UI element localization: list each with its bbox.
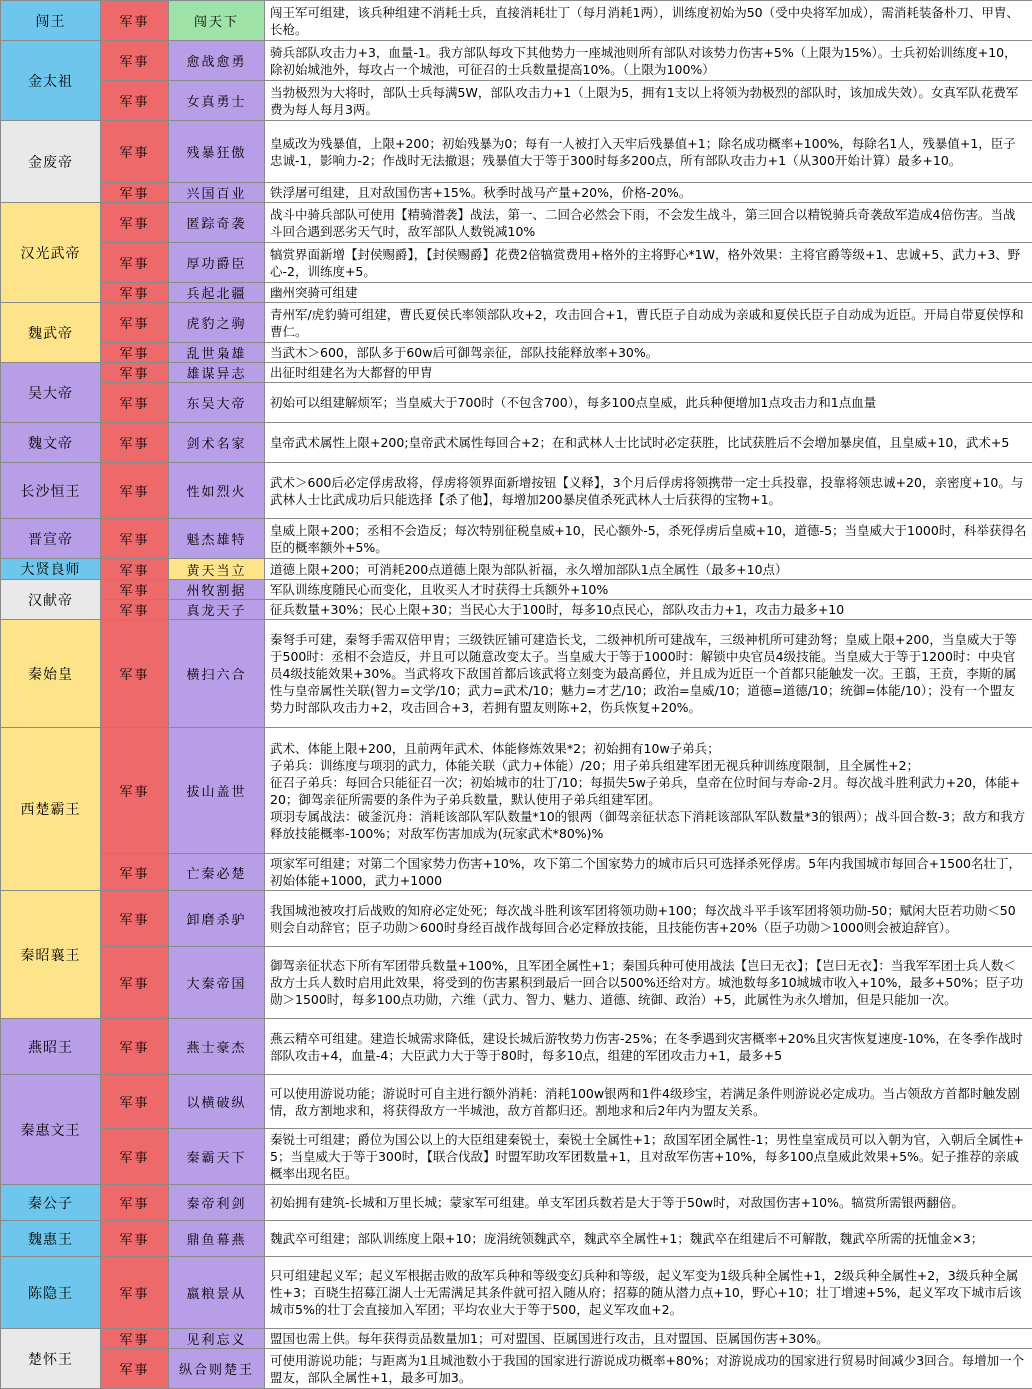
skill-description-cell: 闯王军可组建，该兵种组建不消耗士兵，直接消耗壮丁（每月消耗1两），训练度初始为50（受中央将军加成），需消耗装备朴刀、甲胄、长枪。 [265,1,1032,41]
category-cell: 军事 [101,423,169,463]
table-row [1,1019,1032,1075]
emperor-name-cell: 秦公子 [1,1185,101,1221]
table-row [1,1,1032,41]
category-cell: 军事 [101,620,169,728]
skill-description-cell: 武术＞600后必定俘虏敌将，俘虏将领界面新增按钮【义释】，3个月后俘虏将领携带一定士兵投靠，投靠将领忠诚+20，亲密度+10。与武林人士比武成功后只能选择【杀了他】，每增加200暴戾值杀死武林人士后获得的宝物+1。 [265,463,1032,519]
table-row [1,891,1032,947]
skill-name-cell: 州牧割据 [169,580,265,600]
table-row [1,1257,1032,1329]
skill-description-cell: 项家军可组建；对第二个国家势力伤害+10%，攻下第二个国家势力的城市后只可选择杀死俘虏。5年内我国城市每回合+1500名壮丁，初始体能+1000，武力+1000 [265,854,1032,891]
table-row [1,343,1032,363]
skill-description-cell: 骑兵部队攻击力+3，血量-1。我方部队每攻下其他势力一座城池则所有部队对该势力伤害+5%（上限为15%）。士兵初始训练度+10，除初始城池外，每攻占一个城池，可征召的士兵数量提高10%。（上限为100%） [265,41,1032,81]
table-row [1,363,1032,383]
table-body [1,1,1032,1389]
skill-name-cell: 大秦帝国 [169,947,265,1019]
category-cell: 军事 [101,243,169,283]
category-cell: 军事 [101,343,169,363]
emperor-name-cell: 汉献帝 [1,580,101,620]
table-row [1,1129,1032,1185]
table-row [1,183,1032,203]
skill-name-cell: 雄谋异志 [169,363,265,383]
emperor-name-cell: 金废帝 [1,121,101,203]
category-cell: 军事 [101,1,169,41]
category-cell: 军事 [101,1329,169,1349]
category-cell: 军事 [101,854,169,891]
category-cell: 军事 [101,559,169,580]
skill-name-cell: 厚功爵臣 [169,243,265,283]
skill-name-cell: 匿踪奇袭 [169,203,265,243]
category-cell: 军事 [101,283,169,303]
category-cell: 军事 [101,463,169,519]
skill-name-cell: 愈战愈勇 [169,41,265,81]
skill-name-cell: 燕士豪杰 [169,1019,265,1075]
skill-description-cell: 战斗中骑兵部队可使用【精骑潜袭】战法，第一、二回合必然会下雨，不会发生战斗，第三回合以精锐骑兵奇袭敌军造成4倍伤害。当战斗回合遇到恶劣天气时，敌军部队人数锐减10% [265,203,1032,243]
skill-description-cell: 铁浮屠可组建，且对敌国伤害+15%。秋季时战马产量+20%，价格-20%。 [265,183,1032,203]
table-row [1,1075,1032,1129]
table-row [1,1349,1032,1389]
table-row [1,1185,1032,1221]
table-row [1,41,1032,81]
table-row [1,423,1032,463]
category-cell: 军事 [101,1019,169,1075]
skill-description-cell: 初始可以组建解烦军；当皇威大于700时（不包含700），每多100点皇威，此兵种便增加1点攻击力和1点血量 [265,383,1032,423]
skill-description-cell: 军队训练度随民心而变化，且收买人才时获得士兵额外+10% [265,580,1032,600]
skill-description-cell: 御驾亲征状态下所有军团带兵数量+100%，且军团全属性+1；秦国兵种可使用战法【岂曰无衣】；【岂曰无衣】：当我军军团士兵人数＜敌方士兵人数时启用此效果，将受到的伤害累积到最后一回合以500%还给对方。城池数每多10城城市收入+10%，最多+50%；臣子功勋＞1500时，每多100点功勋，六维（武力、智力、魅力、道德、统御、政治）+5，此属性为永久增加，但是只能加一次。 [265,947,1032,1019]
skill-description-cell: 初始拥有建筑-长城和万里长城；蒙家军可组建。单支军团兵数若是大于等于50w时，对敌国伤害+10%。犒赏所需银两翻倍。 [265,1185,1032,1221]
table-row [1,559,1032,580]
category-cell: 军事 [101,891,169,947]
emperor-name-cell: 燕昭王 [1,1019,101,1075]
skill-name-cell: 东吴大帝 [169,383,265,423]
skill-description-cell: 魏武卒可组建；部队训练度上限+10；庞涓统领魏武卒，魏武卒全属性+1；魏武卒在组建后不可解散，魏武卒所需的抚恤金×3； [265,1221,1032,1257]
skill-name-cell: 以横破纵 [169,1075,265,1129]
table-row [1,81,1032,121]
category-cell: 军事 [101,1075,169,1129]
skill-description-cell: 我国城池被攻打后战败的知府必定处死；每次战斗胜利该军团将领功勋+100；每次战斗平手该军团将领功勋-50；赋闲大臣若功勋＜50则会自动辞官；臣子功勋＞600时身经百战作战每回合必定释放技能，且技能伤害+20%（臣子功勋＞1000则会被迫辞官）。 [265,891,1032,947]
category-cell: 军事 [101,1349,169,1389]
table-row [1,243,1032,283]
table-row [1,283,1032,303]
category-cell: 军事 [101,41,169,81]
category-cell: 军事 [101,203,169,243]
skill-name-cell: 女真勇士 [169,81,265,121]
table-row [1,600,1032,620]
emperor-name-cell: 魏武帝 [1,303,101,363]
table-row [1,1221,1032,1257]
emperor-name-cell: 魏惠王 [1,1221,101,1257]
skill-name-cell: 兴国百业 [169,183,265,203]
emperor-name-cell: 晋宣帝 [1,519,101,559]
table-row [1,463,1032,519]
skill-description-cell: 道德上限+200；可消耗200点道德上限为部队祈福，永久增加部队1点全属性（最多+10点） [265,559,1032,580]
skill-description-cell: 武术、体能上限+200，且前两年武术、体能修炼效果*2；初始拥有10w子弟兵； 子弟兵：训练度与项羽的武力，体能关联（武力+体能）/20；用子弟兵组建军团无视兵种训练度限制，且全属性+2； 征召子弟兵：每回合只能征召一次；初始城市的壮丁/10；每损失5w子弟兵，皇帝在位时间与寿命-2月。每次战斗胜利武力+20，体能+20；御驾亲征所需要的条件为子弟兵数量，默认使用子弟兵组建军团。 项羽专属战法：破釜沉舟：消耗该部队军队数量*10的银两（御驾亲征状态下消耗该部队军队数量*3的银两）；战斗回合数-3；敌方和我方释放技能概率-100%；对敌军伤害加成为(玩家武术*80%)% [265,728,1032,854]
skill-description-cell: 秦锐士可组建；爵位为国公以上的大臣组建秦锐士，秦锐士全属性+1；敌国军团全属性-1；男性皇室成员可以入朝为官，入朝后全属性+5；当皇威大于等于300时，【联合伐敌】时盟军助攻军团数量+1，且对敌军伤害+10%，每多100点皇威此效果+5%。妃子推荐的亲戚概率出现名臣。 [265,1129,1032,1185]
category-cell: 军事 [101,1185,169,1221]
emperor-name-cell: 楚怀王 [1,1329,101,1389]
skill-name-cell: 乱世枭雄 [169,343,265,363]
table-row [1,728,1032,854]
skill-name-cell: 拔山盖世 [169,728,265,854]
skill-name-cell: 真龙天子 [169,600,265,620]
emperor-name-cell: 吴大帝 [1,363,101,423]
skill-description-cell: 盟国也需上供。每年获得贡品数量加1；可对盟国、臣属国进行攻击，且对盟国、臣属国伤害+30%。 [265,1329,1032,1349]
skill-name-cell: 虎豹之驹 [169,303,265,343]
skill-description-cell: 秦弩手可建，秦弩手需双倍甲胄；三级铁匠铺可建造长戈，二级神机所可建战车，三级神机所可建劲弩；皇威上限+200，当皇威大于等于500时：丞相不会造反，并且可以随意改变太子。当皇威大于等于1000时：解锁中央官员4级技能。当皇威大于等于1200时：中央官员4级技能效果+30%。当武将攻下敌国首都后该武将立刻变为最高爵位，并且成为近臣一个首都只能触发一次。王翦，王贲，李斯的属性与皇帝属性关联(智力=文学/10；武力=武术/10；魅力=才艺/10；政治=皇威/10；道德=道德/10；统御=体能/10）；没有一个盟友势力时部队攻击力+2，攻击回合+3，若拥有盟友则陈+2，伤兵恢复+20%。 [265,620,1032,728]
category-cell: 军事 [101,1221,169,1257]
emperor-name-cell: 秦惠文王 [1,1075,101,1185]
table-row [1,854,1032,891]
table-row [1,519,1032,559]
category-cell: 军事 [101,1257,169,1329]
skill-description-cell: 可使用游说功能；与距离为1且城池数小于我国的国家进行游说成功概率+80%；对游说成功的国家进行贸易时间减少3回合。每增加一个盟友，部队全属性+1，最多可加3。 [265,1349,1032,1389]
skill-description-cell: 当武木＞600，部队多于60w后可御驾亲征，部队技能释放率+30%。 [265,343,1032,363]
skill-description-cell: 皇帝武术属性上限+200;皇帝武术属性每回合+2；在和武林人士比试时必定获胜，比试获胜后不会增加暴戾值，且皇威+10，武术+5 [265,423,1032,463]
category-cell: 军事 [101,1129,169,1185]
skill-description-cell: 皇威改为残暴值，上限+200；初始残暴为0；每有一人被打入天牢后残暴值+1；除名成功概率+100%，每除名1人，残暴值+1，臣子忠诚-1，影响力-2；作战时无法撤退；残暴值大于等于300时每多200点，所有部队攻击力+1（从300开始计算）最多+10。 [265,121,1032,183]
skill-name-cell: 见利忘义 [169,1329,265,1349]
skill-name-cell: 亡秦必楚 [169,854,265,891]
skill-name-cell: 鼎鱼幕燕 [169,1221,265,1257]
skill-description-cell: 当勃极烈为大将时，部队士兵每满5W，部队攻击力+1（上限为5，拥有1支以上将领为勃极烈的部队时，该加成失效）。女真军队花费军费为每人每月3两。 [265,81,1032,121]
emperor-name-cell: 魏文帝 [1,423,101,463]
skill-description-cell: 出征时组建名为大都督的甲胄 [265,363,1032,383]
category-cell: 军事 [101,728,169,854]
table-row [1,620,1032,728]
skill-name-cell: 纵合则楚王 [169,1349,265,1389]
skill-name-cell: 秦霸天下 [169,1129,265,1185]
skill-name-cell: 嬴粮景从 [169,1257,265,1329]
skill-name-cell: 兵起北疆 [169,283,265,303]
category-cell: 军事 [101,121,169,183]
category-cell: 军事 [101,81,169,121]
skill-description-cell: 犒赏界面新增【封侯赐爵】，【封侯赐爵】花费2倍犒赏费用+格外的主将野心*1W，格外效果：主将官爵等级+1、忠诚+5、武力+3、野心-2，训练度+5。 [265,243,1032,283]
category-cell: 军事 [101,363,169,383]
skill-name-cell: 黄天当立 [169,559,265,580]
emperor-name-cell: 长沙恒王 [1,463,101,519]
emperor-name-cell: 汉光武帝 [1,203,101,303]
emperor-name-cell: 大贤良师 [1,559,101,580]
table-row [1,121,1032,183]
category-cell: 军事 [101,580,169,600]
skill-description-cell: 燕云精卒可组建。建造长城需求降低，建设长城后游牧势力伤害-25%；在冬季遇到灾害概率+20%且灾害恢复速度-10%，在冬季作战时部队攻击+4，血量-4；大臣武力大于等于80时，每多10点，组建的军团攻击力+1，最多+5 [265,1019,1032,1075]
skill-name-cell: 性如烈火 [169,463,265,519]
emperor-name-cell: 秦始皇 [1,620,101,728]
skill-description-cell: 幽州突骑可组建 [265,283,1032,303]
skill-description-cell: 可以使用游说功能；游说时可自主进行额外消耗：消耗100w银两和1件4级珍宝，若满足条件则游说必定成功。当占领敌方首都时触发剧情，敌方割地求和，将获得敌方一半城池，敌方首都归还。割地求和后2年内为盟友关系。 [265,1075,1032,1129]
skill-name-cell: 秦帝利剑 [169,1185,265,1221]
category-cell: 军事 [101,383,169,423]
skill-description-cell: 青州军/虎豹骑可组建，曹氏夏侯氏率领部队攻+2，攻击回合+1，曹氏臣子自动成为亲戚和夏侯氏臣子自动成为近臣。开局自带夏侯惇和曹仁。 [265,303,1032,343]
table-row [1,1329,1032,1349]
emperor-name-cell: 陈隐王 [1,1257,101,1329]
skill-name-cell: 横扫六合 [169,620,265,728]
table-row [1,383,1032,423]
emperor-name-cell: 闯王 [1,1,101,41]
table-row [1,947,1032,1019]
category-cell: 军事 [101,303,169,343]
table-row [1,203,1032,243]
category-cell: 军事 [101,600,169,620]
skill-name-cell: 剑术名家 [169,423,265,463]
category-cell: 军事 [101,947,169,1019]
table-row [1,580,1032,600]
table-row [1,303,1032,343]
skill-name-cell: 闯天下 [169,1,265,41]
emperor-name-cell: 秦昭襄王 [1,891,101,1019]
skill-name-cell: 卸磨杀驴 [169,891,265,947]
emperor-name-cell: 西楚霸王 [1,728,101,891]
category-cell: 军事 [101,183,169,203]
emperor-name-cell: 金太祖 [1,41,101,121]
category-cell: 军事 [101,519,169,559]
skill-description-cell: 征兵数量+30%；民心上限+30；当民心大于100时，每多10点民心，部队攻击力+1，攻击力最多+10 [265,600,1032,620]
skill-description-cell: 只可组建起义军；起义军根据击败的敌军兵种和等级变幻兵种和等级，起义军变为1级兵种全属性+1，2级兵种全属性+2，3级兵种全属性+3；百晓生招募江湖人士无需满足其条件就可招入随从府；招募的随从潜力点+10，野心+10；壮丁增速+5%，起义军攻下城市后该城市5%的壮丁会直接加入军团；平均农业大于等于500，起义军攻血+2。 [265,1257,1032,1329]
skill-name-cell: 魁杰雄特 [169,519,265,559]
skill-name-cell: 残暴狂傲 [169,121,265,183]
skill-description-cell: 皇威上限+200；丞相不会造反；每次特别征税皇威+10，民心额外-5，杀死俘虏后皇威+10，道德-5；当皇威大于1000时，科举获得名臣的概率额外+5%。 [265,519,1032,559]
